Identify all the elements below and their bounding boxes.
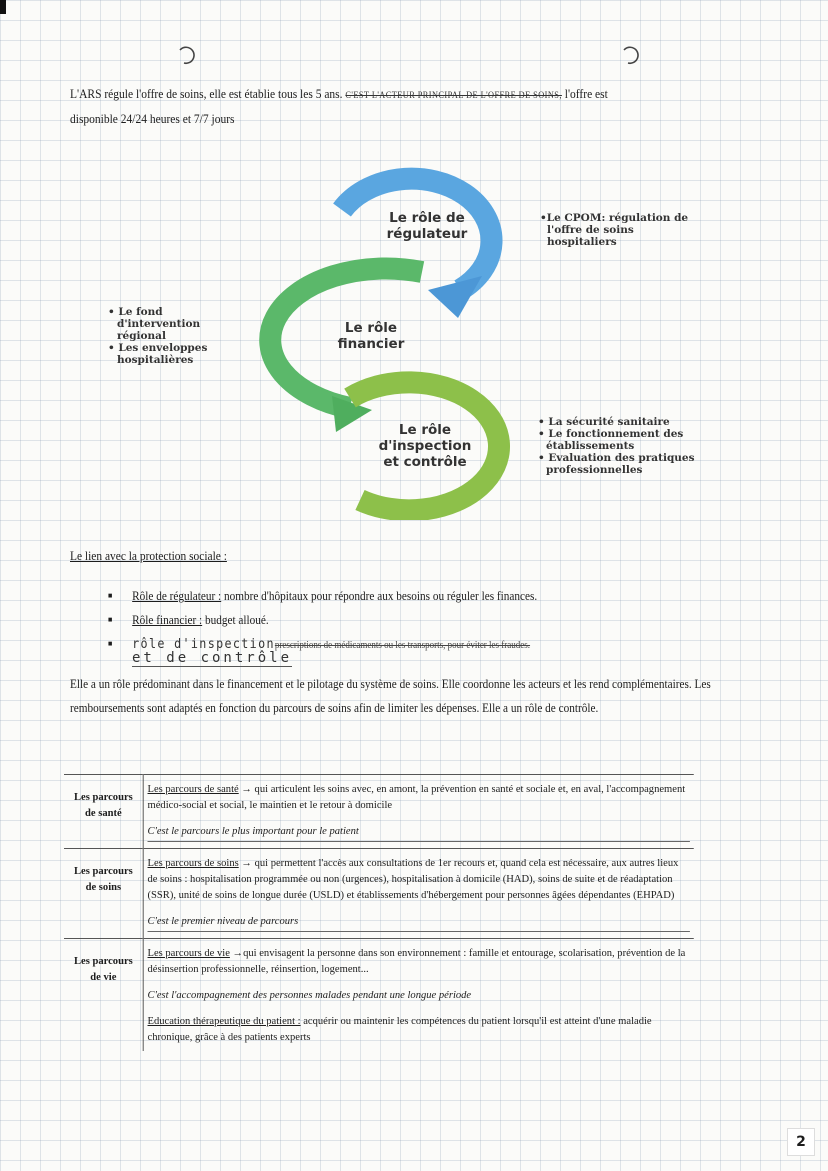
list-item [108, 608, 537, 632]
arrow-blue [428, 276, 482, 318]
row-content [143, 939, 694, 1052]
note-line: • La sécurité sanitaire [538, 416, 670, 428]
row-note: C'est le premier niveau de parcours [148, 913, 690, 932]
row-extra-text: acquérir ou maintenir les compétences du patient lorsqu'il est atteint d'une maladie chronique, grâce à des patients experts [147, 1015, 652, 1043]
bullet-text: nombre d'hôpitaux pour répondre aux besoins ou réguler les finances. [221, 589, 538, 603]
row-extra-label: Education thérapeutique du patient : [147, 1015, 301, 1027]
bullet-label: Rôle de régulateur : [132, 589, 222, 603]
ring-label-financier: Le rôle financier [337, 320, 405, 352]
ring-label-regulateur: Le rôle de régulateur [386, 210, 468, 242]
note-line: hospitalières [117, 354, 194, 366]
page-corner-mark [0, 0, 6, 14]
row-content [143, 775, 694, 849]
row-note: C'est l'accompagnement des personnes malades pendant une longue période [147, 989, 472, 1001]
bullet-text: budget alloué. [202, 613, 269, 627]
intro-after-strike: l'offre est [564, 87, 608, 101]
row-header: Les parcours de santé [64, 775, 143, 849]
table-row [64, 939, 694, 1052]
handwritten-continuation: et de contrôle [132, 650, 293, 666]
row-header: Les parcours de soins [64, 849, 143, 939]
note-line: • Le fond [108, 306, 163, 318]
bullet-label: Rôle financier : [132, 613, 203, 627]
note-line: •Le CPOM: régulation de [540, 212, 689, 224]
note-line: • Evaluation des pratiques [538, 452, 695, 464]
intro-struck-text: C'EST L'ACTEUR PRINCIPAL DE L'OFFRE DE SOINS, [345, 90, 562, 100]
list-item [108, 584, 537, 608]
punch-hole-icon [620, 44, 642, 66]
row-text: →qui envisagent la personne dans son environnement : famille et entourage, scolarisation, prévention de la désinsertion professionnelle, réinsertion, logement... [147, 947, 686, 975]
note-line: régional [117, 330, 166, 342]
note-line: • Les enveloppes [108, 342, 208, 354]
row-text: → qui articulent les soins avec, en amont, la prévention en santé et sociale et, en aval, l'accompagnement médico-social et social, le maintien et le retour à domicile [147, 783, 686, 811]
row-label: Les parcours de soins [147, 857, 239, 869]
row-text: → qui permettent l'accès aux consultations de 1er recours et, quand cela est nécessaire, aux autres lieux de soins : hospitalisation programmée ou non (urgences), hospitalisation à domicile (HAD), soins de suite et de réadaptation (SSR), unité de soins de longue durée (USLD) et établissements d'hébergement pour personnes âgées dépendantes (EHPAD) [147, 857, 679, 901]
note-line: d'intervention [117, 318, 201, 330]
note-line: l'offre de soins [547, 224, 634, 236]
intro-line2: disponible 24/24 heures et 7/7 jours [70, 112, 235, 126]
punch-hole-icon [176, 44, 198, 66]
section-title: Le lien avec la protection sociale : [70, 548, 227, 563]
note-line: professionnelles [546, 464, 643, 476]
row-content [143, 849, 694, 939]
roles-bullet-list [108, 584, 537, 656]
handwritten-label: rôle d'inspection [132, 637, 275, 652]
note-line: • Le fonctionnement des [538, 428, 684, 440]
row-note: C'est le parcours le plus important pour le patient [148, 823, 690, 842]
right-top-notes [540, 212, 688, 248]
table-row [64, 849, 694, 939]
intro-text [70, 82, 705, 131]
left-mid-notes [108, 306, 207, 366]
parcours-table [64, 774, 694, 1051]
note-line: établissements [546, 440, 635, 452]
ars-roles-diagram [250, 140, 540, 520]
row-label: Les parcours de vie [147, 947, 230, 959]
right-bottom-notes [538, 416, 695, 476]
page-number: 2 [787, 1128, 815, 1156]
intro-sentence: L'ARS régule l'offre de soins, elle est établie tous les 5 ans. [70, 87, 343, 101]
note-line: hospitaliers [547, 236, 617, 248]
table-row [64, 775, 694, 849]
paragraph: Elle a un rôle prédominant dans le financement et le pilotage du système de soins. Elle coordonne les acteurs et les rend complémentaires. Les remboursements sont adaptés en fonction du parcours de soins afin de limiter les dépenses. Elle a un rôle de contrôle. [70, 677, 711, 715]
ring-label-inspection: Le rôle d'inspection et contrôle [378, 422, 472, 470]
row-label: Les parcours de santé [147, 783, 239, 795]
bullet-struck-text: prescriptions de médicaments ou les transports, pour éviter les fraudes. [274, 640, 531, 651]
row-header: Les parcours de vie [64, 939, 143, 1052]
